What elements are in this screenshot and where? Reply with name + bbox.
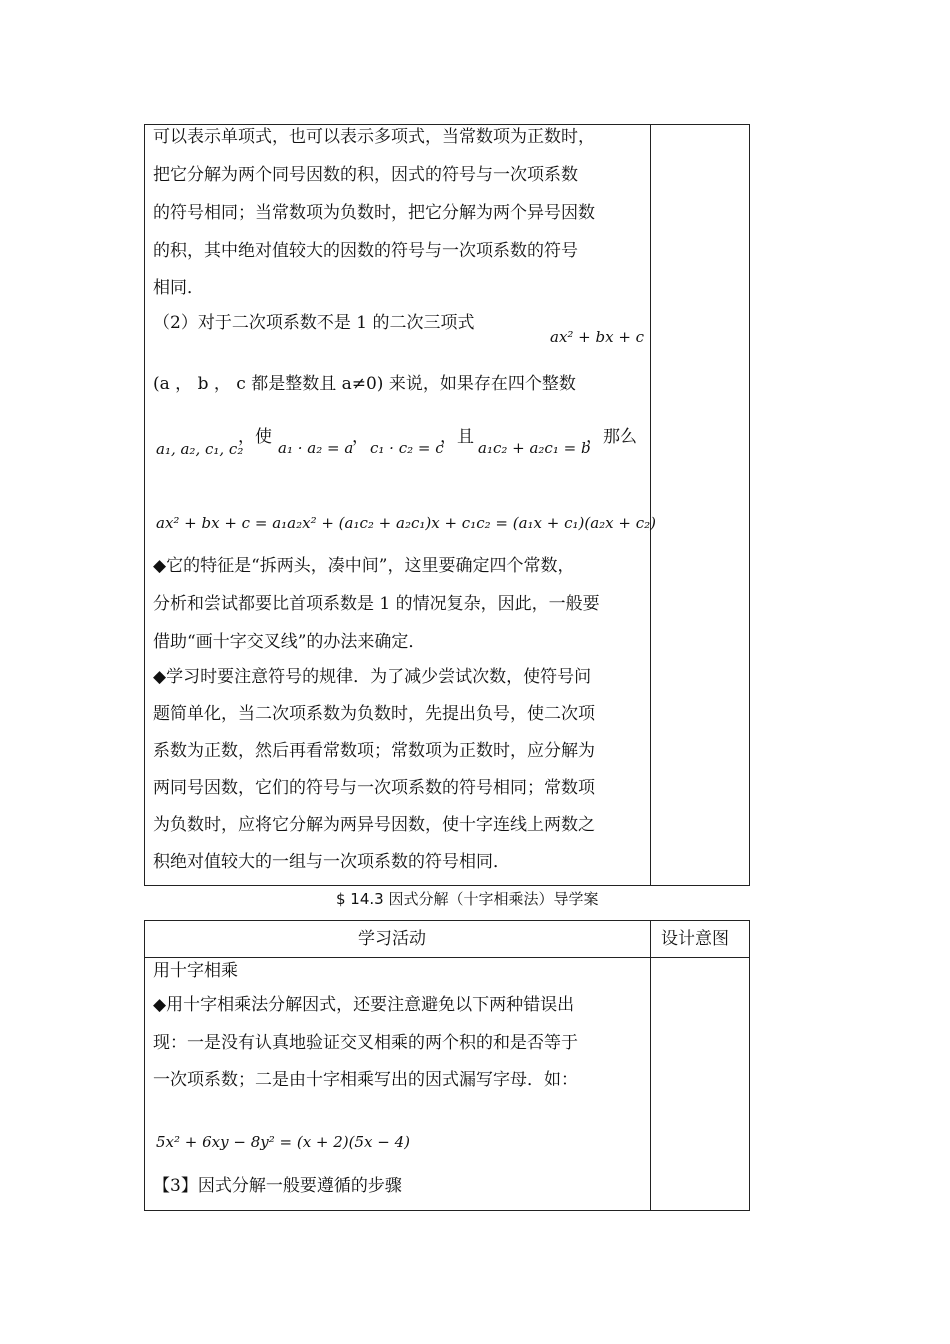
cond-vars: a₁, a₂, c₁, c₂ — [156, 440, 244, 458]
text-line: （2）对于二次项系数不是 1 的二次三项式 — [153, 313, 475, 333]
text-line: 一次项系数；二是由十字相乘写出的因式漏写字母．如： — [153, 1070, 578, 1090]
text-line: 相同． — [153, 278, 204, 298]
text-line: 把它分解为两个同号因数的积，因式的符号与一次项系数 — [153, 165, 578, 185]
main-formula: ax² + bx + c = a₁a₂x² + (a₁c₂ + a₂c₁)x + c₁c₂ = (a₁x + c₁)(a₂x + c₂) — [156, 514, 657, 532]
text-line: ◆学习时要注意符号的规律．为了减少尝试次数，使符号问 — [153, 667, 592, 687]
cond-text: ，且 — [440, 427, 474, 447]
table-2-header-divider — [145, 957, 749, 958]
table-2-column-divider — [650, 921, 651, 1210]
cond-text: ， — [352, 427, 369, 447]
text-line: 可以表示单项式，也可以表示多项式，当常数项为正数时， — [153, 127, 595, 147]
text-line: 【3】因式分解一般要遵循的步骤 — [153, 1176, 402, 1196]
header-design-intent: 设计意图 — [661, 929, 729, 949]
text-line: 两同号因数，它们的符号与一次项系数的符号相同；常数项 — [153, 778, 595, 798]
text-line: (a ， b ， c 都是整数且 a≠0) 来说，如果存在四个整数 — [153, 374, 576, 394]
header-learning-activity: 学习活动 — [358, 929, 426, 949]
text-line: ◆用十字相乘法分解因式，还要注意避免以下两种错误出 — [153, 995, 575, 1015]
cond-text: ，那么 — [586, 427, 637, 447]
cond-eq-2: c₁ · c₂ = c — [370, 439, 444, 457]
text-line: 系数为正数，然后再看常数项；常数项为正数时，应分解为 — [153, 741, 595, 761]
text-line: 分析和尝试都要比首项系数是 1 的情况复杂，因此，一般要 — [153, 594, 600, 614]
text-line: 用十字相乘 — [153, 961, 238, 981]
cond-eq-1: a₁ · a₂ = a — [278, 439, 354, 457]
text-line: 的积，其中绝对值较大的因数的符号与一次项系数的符号 — [153, 241, 578, 261]
text-line: 为负数时，应将它分解为两异号因数，使十字连线上两数之 — [153, 815, 595, 835]
table-1-column-divider — [650, 125, 651, 885]
page-caption: $ 14.3 因式分解（十字相乘法）导学案 — [336, 890, 599, 908]
text-line: 题简单化，当二次项系数为负数时，先提出负号，使二次项 — [153, 704, 595, 724]
text-line: ◆它的特征是“拆两头，凑中间”，这里要确定四个常数， — [153, 556, 575, 576]
cond-eq-3: a₁c₂ + a₂c₁ = b — [478, 439, 591, 457]
table-1 — [144, 124, 750, 886]
text-line: 积绝对值较大的一组与一次项系数的符号相同． — [153, 852, 510, 872]
text-line: 现：一是没有认真地验证交叉相乘的两个积的和是否等于 — [153, 1033, 578, 1053]
example-formula: 5x² + 6xy − 8y² = (x + 2)(5x − 4) — [156, 1133, 411, 1151]
text-line: 借助“画十字交叉线”的办法来确定． — [153, 632, 426, 652]
text-line: 的符号相同；当常数项为负数时，把它分解为两个异号因数 — [153, 203, 595, 223]
cond-text: ，使 — [238, 427, 272, 447]
formula-abc: ax² + bx + c — [550, 328, 645, 346]
